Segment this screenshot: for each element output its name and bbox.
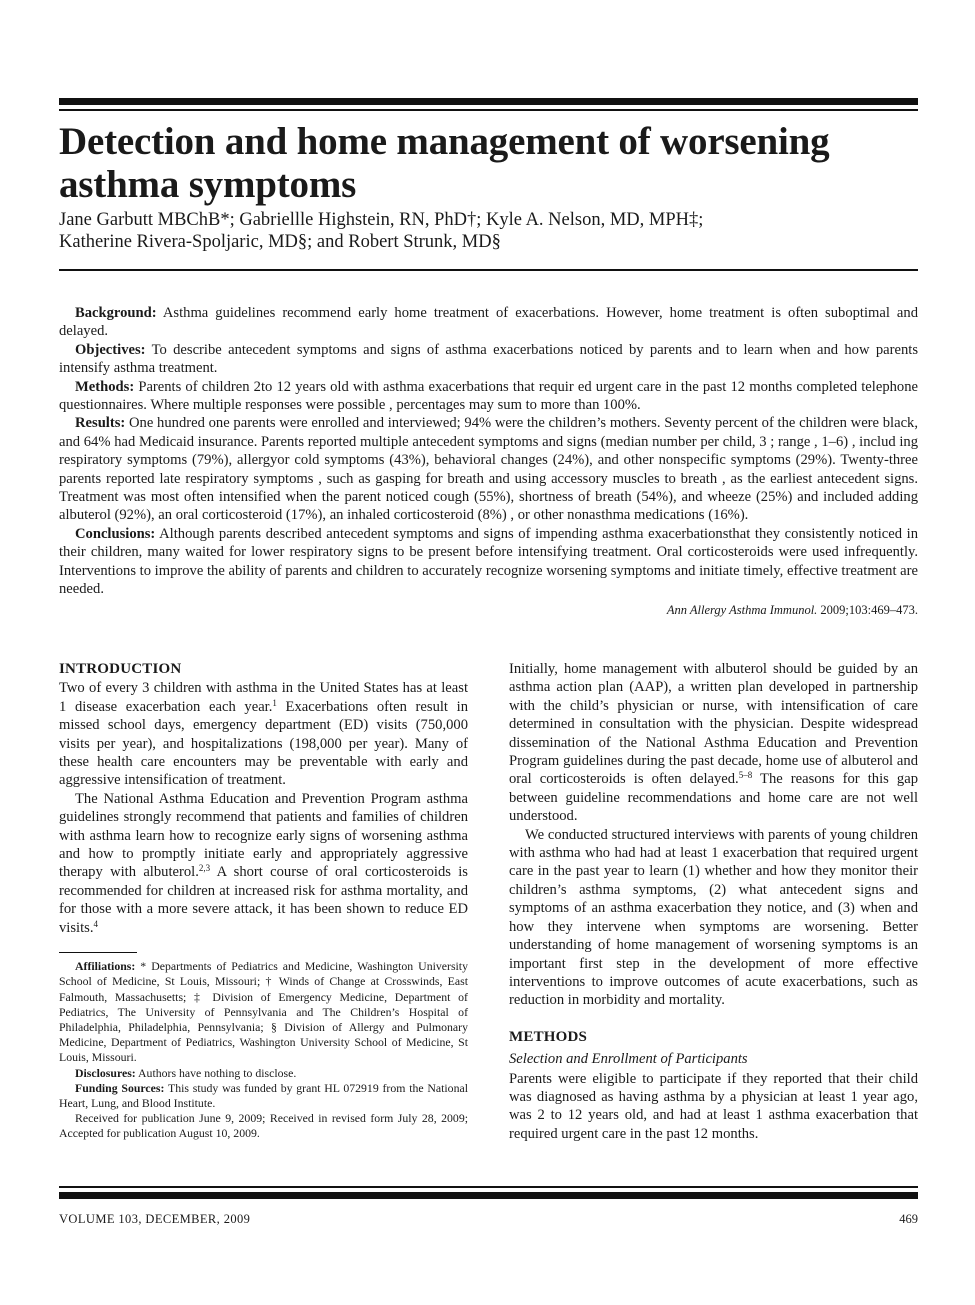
abstract-results: Results: One hundred one parents were enrolled and interviewed; 94% were the children’s mothers. Seventy percent of the children were black, and 64% had Medicaid insurance. Parents reported multiple antecedent symptoms and signs (median number per child, 3 ; range , 1–6) , includ ing respiratory symptoms (79%), allergyor cold symptoms (43%), behavioral changes (24%), and other nonspecific symptoms (29%). Twenty-three parents reported late respiratory symptoms , such as gasping for breath and using accessory muscles to breath , as the earliest antecedent signs. Treatment was most often intensified when the parent noticed cough (55%), shortness of breath (54%), and wheeze (25%) and included adding albuterol (92%), an oral corticosteroid (17%), an inhaled corticosteroid (8%) , or other nonasthma medications (16%).: [59, 415, 918, 524]
top-rule: [59, 98, 918, 105]
reference-marker: 2,3: [198, 863, 211, 874]
reference-marker: 4: [93, 918, 98, 929]
introduction-heading: INTRODUCTION: [59, 661, 182, 677]
intro-paragraph-3: Initially, home management with albuterol should be guided by an asthma action plan (AAP), a written plan developed in partnership with the child’s physician or nurse, with intensification of care determined in consultation with the physician. Despite widespread dissemination of the National Asthma Education and Prevention Program guidelines during the past decade, home use of albuterol and oral corticosteroids is often delayed.$^{5-8}$ The reasons for this gap between guideline recommendations and home care are not well understood.: [509, 661, 918, 825]
authors-rule: [59, 269, 918, 271]
methods-subheading: Selection and Enrollment of Participants: [509, 1051, 748, 1068]
citation: Ann Allergy Asthma Immunol. 2009;103:469–473.: [666, 602, 918, 617]
intro-paragraph-2: The National Asthma Education and Prevention Program asthma guidelines strongly recommend that patients and families of children with asthma learn how to recognize early signs of worsening asthma and how to promptly initiate early and appropriately aggressive therapy with albuterol.$^{2,3}$ A short course of oral corticosteroids is recommended for children at increased risk for asthma mortality, and for those with a more severe attack, it has been shown to reduce ED visits.$^4$: [59, 790, 468, 936]
reference-marker: 5–8: [738, 770, 753, 781]
page-number: 469: [899, 1212, 918, 1226]
right-column: [509, 660, 918, 1143]
left-column: [59, 660, 468, 1142]
methods-heading: METHODS: [509, 1028, 588, 1045]
abstract-conclusions: Conclusions: Although parents described antecedent symptoms and signs of impending asthma exacerbationsthat they consistently noticed in their children, many waited for lower respiratory signs to be present before intensifying treatment. Oral corticosteroids were used infrequently. Interventions to improve the ability of parents and children to accurately recognize worsening symptoms and initiate timely, effective treatment are needed.: [59, 525, 918, 598]
top-rule-thin: [59, 109, 918, 111]
author-line-2: Katherine Rivera-Spoljaric, MD§; and Robert Strunk, MD§: [59, 232, 501, 252]
footnote-affiliations: Affiliations: * Departments of Pediatrics and Medicine, Washington University School of Medicine, St Louis, Missouri; † Winds of Change at Crosswinds, East Falmouth, Massachusetts; ‡ Division of Emergency Medicine, Department of Pediatrics, The University of Pennsylvania and The Children’s Hospital of Philadelphia, Philadelphia, Pennsylvania; § Division of Allergy and Pulmonary Medicine, Department of Pediatrics, Washington University School of Medicine, St Louis, Missouri.: [59, 959, 468, 1065]
methods-paragraph-1: Parents were eligible to participate if they reported that their child was diagnosed as having asthma by a physician at least 1 year ago, was 2 to 12 years old, and had at least 1 asthma exacerbation that required urgent care in the past 12 months.: [509, 1070, 918, 1142]
footnote-received: Received for publication June 9, 2009; Received in revised form July 28, 2009; Accepted for publication August 10, 2009.: [59, 1111, 468, 1141]
intro-paragraph-1: Two of every 3 children with asthma in the United States has at least 1 disease exacerbation each year.$^1$ Exacerbations often result in missed school days, emergency department (ED) visits (750,000 visits per year), and hospitalizations (198,000 per year). Many of these health care encounters may be preventable with early and aggressive intensification of treatment.: [59, 680, 468, 789]
abstract-methods: Methods: Parents of children 2to 12 years old with asthma exacerbations that requir ed urgent care in the past 12 months completed telephone questionnaires. Where multiple responses were possible , percentages may sum to more than 100%.: [59, 378, 918, 414]
author-line-1: Jane Garbutt MBChB*; Gabriellle Highstein, RN, PhD†; Kyle A. Nelson, MD, MPH‡;: [59, 210, 704, 230]
footnote-funding: Funding Sources: This study was funded by grant HL 072919 from the National Heart, Lung, and Blood Institute.: [59, 1080, 468, 1110]
intro-paragraph-4: We conducted structured interviews with parents of young children with asthma who had had at least 1 exacerbation that required urgent care in the past year to learn (1) whether and how they monitor their children’s asthma symptoms, (2) what antecedent signs and symptoms of an asthma exacerbation they notice, and (3) when and how they intervene when symptoms are worsening. Better understanding of home management of worsening symptoms is an important first step in the development of more effective interventions to improve outcomes of acute exacerbations, such as reduction in morbidity and mortality.: [509, 826, 918, 1009]
article-title: Detection and home management of worsening asthma symptoms: [59, 120, 830, 206]
bottom-rule-thin: [59, 1186, 918, 1188]
author-list: [59, 209, 919, 253]
footer-volume: VOLUME 103, DECEMBER, 2009: [59, 1212, 251, 1226]
footnotes: [59, 959, 468, 1141]
abstract-objectives: Objectives: To describe antecedent symptoms and signs of asthma exacerbations noticed by parents and to learn when and how parents intensify asthma treatment.: [59, 341, 918, 377]
reference-marker: 1: [272, 697, 277, 708]
abstract: [59, 304, 918, 619]
bottom-rule: [59, 1192, 918, 1199]
abstract-background: Background: Asthma guidelines recommend early home treatment of exacerbations. However, home treatment is often suboptimal and delayed.: [59, 305, 918, 340]
footnote-rule: [59, 952, 137, 953]
footnote-disclosures: Disclosures: Authors have nothing to disclose.: [75, 1065, 297, 1080]
